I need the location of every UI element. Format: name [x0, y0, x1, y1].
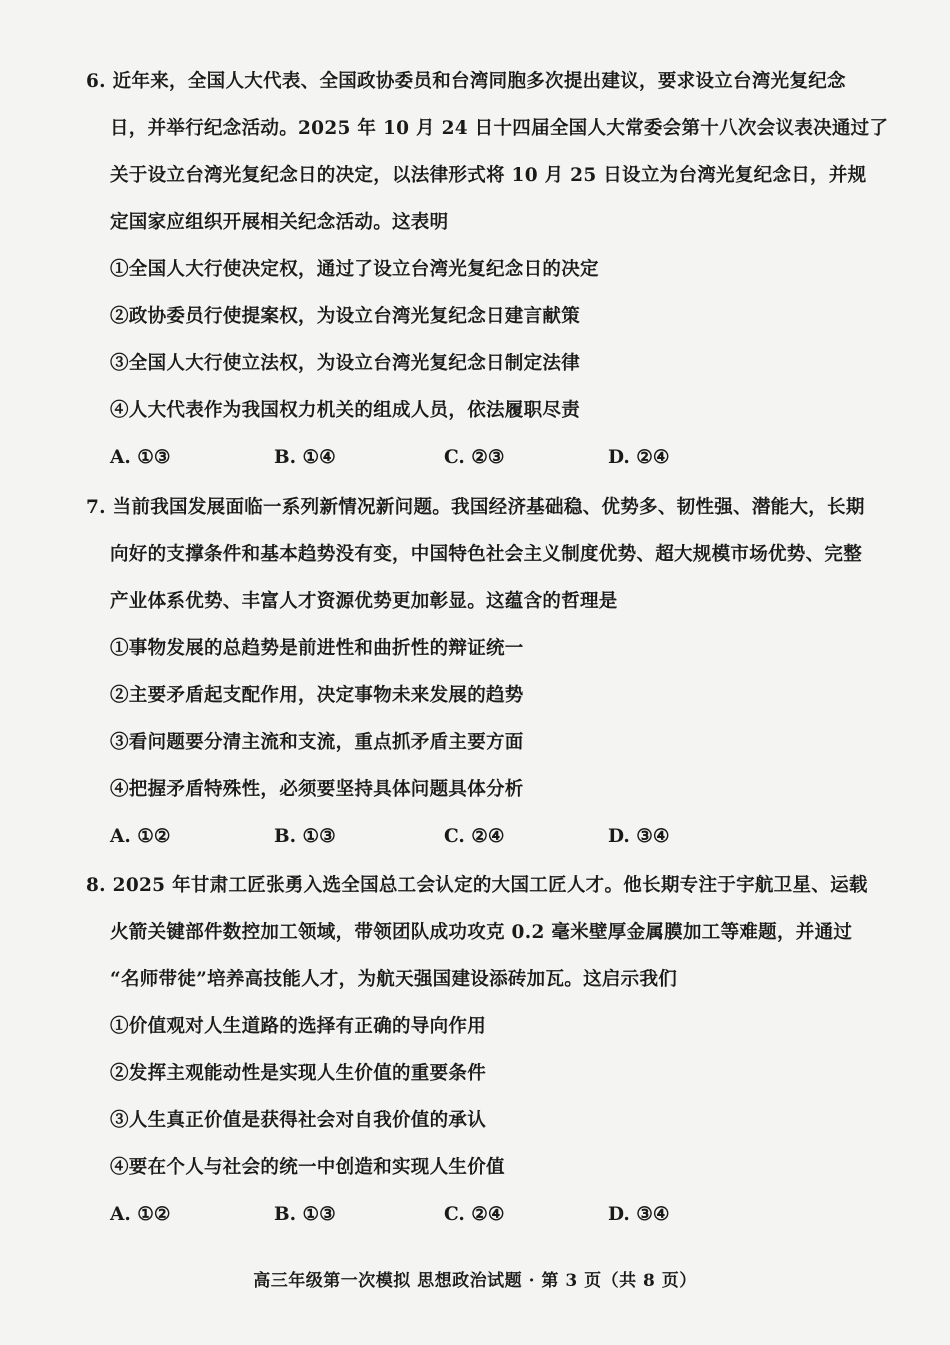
option-b: B. ①③	[274, 826, 336, 847]
question-stem-line: 关于设立台湾光复纪念日的决定，以法律形式将 10 月 25 日设立为台湾光复纪念日，并规	[110, 165, 867, 186]
question-stem-line: 日，并举行纪念活动。2025 年 10 月 24 日十四届全国人大常委会第十八次会议表决通过了	[110, 118, 889, 139]
option-b: B. ①③	[274, 1204, 336, 1225]
statement-4: ④把握矛盾特殊性，必须要坚持具体问题具体分析	[110, 779, 524, 800]
option-a: A. ①②	[110, 1204, 171, 1225]
option-c: C. ②④	[444, 826, 505, 847]
statement-3: ③人生真正价值是获得社会对自我价值的承认	[110, 1110, 487, 1131]
page-footer: 高三年级第一次模拟 思想政治试题 · 第 3 页（共 8 页）	[253, 1271, 697, 1291]
question-stem-line: 8. 2025 年甘肃工匠张勇入选全国总工会认定的大国工匠人才。他长期专注于宇航卫星、运载	[86, 875, 868, 896]
question-stem-line: 定国家应组织开展相关纪念活动。这表明	[110, 212, 449, 233]
question-7	[86, 484, 866, 860]
statement-2: ②主要矛盾起支配作用，决定事物未来发展的趋势	[110, 685, 524, 706]
statement-1: ①事物发展的总趋势是前进性和曲折性的辩证统一	[110, 638, 524, 659]
question-8	[86, 862, 866, 1238]
option-a: A. ①③	[110, 447, 171, 468]
statement-4: ④要在个人与社会的统一中创造和实现人生价值	[110, 1157, 505, 1178]
statement-3: ③全国人大行使立法权，为设立台湾光复纪念日制定法律	[110, 353, 581, 374]
question-stem-line: 6. 近年来，全国人大代表、全国政协委员和台湾同胞多次提出建议，要求设立台湾光复纪念	[86, 71, 846, 92]
statement-2: ②发挥主观能动性是实现人生价值的重要条件	[110, 1063, 487, 1084]
answer-options	[86, 813, 866, 860]
answer-options	[86, 1191, 866, 1238]
question-stem-line: 产业体系优势、丰富人才资源优势更加彰显。这蕴含的哲理是	[110, 591, 618, 612]
statement-1: ①全国人大行使决定权，通过了设立台湾光复纪念日的决定	[110, 259, 599, 280]
question-stem-line: 向好的支撑条件和基本趋势没有变，中国特色社会主义制度优势、超大规模市场优势、完整	[110, 544, 863, 565]
answer-options	[86, 434, 866, 481]
question-stem-line: 火箭关键部件数控加工领域，带领团队成功攻克 0.2 毫米壁厚金属膜加工等难题，并通过	[110, 922, 853, 943]
statement-2: ②政协委员行使提案权，为设立台湾光复纪念日建言献策	[110, 306, 581, 327]
option-d: D. ③④	[608, 826, 670, 847]
question-stem-line: “名师带徒”培养高技能人才，为航天强国建设添砖加瓦。这启示我们	[110, 969, 678, 990]
option-c: C. ②④	[444, 1204, 505, 1225]
option-d: D. ②④	[608, 447, 670, 468]
option-a: A. ①②	[110, 826, 171, 847]
statement-1: ①价值观对人生道路的选择有正确的导向作用	[110, 1016, 487, 1037]
question-stem-line: 7. 当前我国发展面临一系列新情况新问题。我国经济基础稳、优势多、韧性强、潜能大，长期	[86, 497, 865, 518]
option-c: C. ②③	[444, 447, 505, 468]
option-d: D. ③④	[608, 1204, 670, 1225]
statement-4: ④人大代表作为我国权力机关的组成人员，依法履职尽责	[110, 400, 581, 421]
question-6	[86, 58, 889, 481]
statement-3: ③看问题要分清主流和支流，重点抓矛盾主要方面	[110, 732, 524, 753]
option-b: B. ①④	[274, 447, 336, 468]
